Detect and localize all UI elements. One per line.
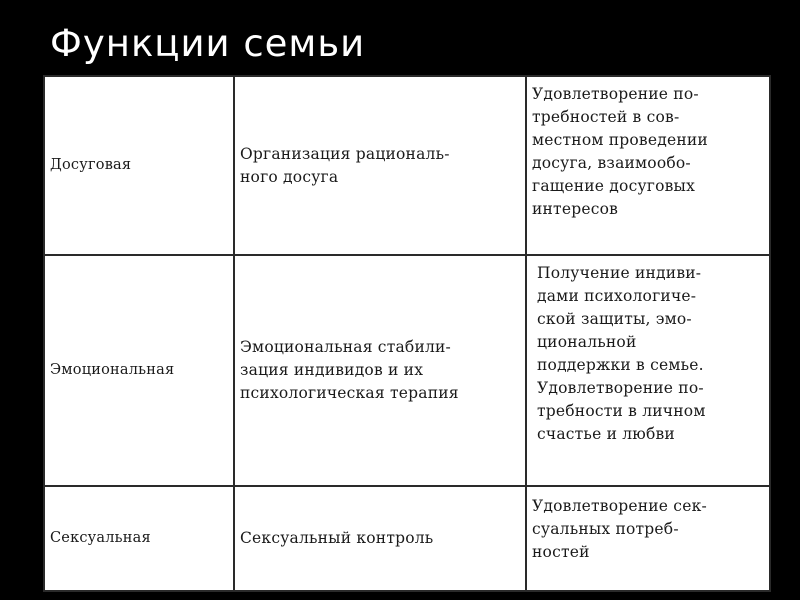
table: [43, 75, 771, 592]
slide-title: Функции семьи: [50, 22, 366, 65]
table-row: [44, 486, 770, 591]
table-row: [44, 255, 770, 486]
function-name-cell: Досуговая: [44, 76, 234, 255]
function-name-cell: Эмоциональная: [44, 255, 234, 486]
family-functions-table: [43, 75, 764, 575]
social-sphere-cell: Сексуальный контроль: [234, 486, 526, 591]
social-sphere-cell: Организация рациональ- ного досуга: [234, 76, 526, 255]
social-sphere-cell: Эмоциональная стабили- зация индивидов и их психологическая терапия: [234, 255, 526, 486]
individual-needs-cell: Удовлетворение сек- суальных потреб- ностей: [526, 486, 770, 591]
function-name-cell: Сексуальная: [44, 486, 234, 591]
individual-needs-cell: Удовлетворение по- требностей в сов- местном проведении досуга, взаимообо- гащение досуговых интересов: [526, 76, 770, 255]
individual-needs-cell: Получение индиви- дами психологиче- ской защиты, эмо- циональной поддержки в семье. Удовлетворение по- требности в личном счастье и любви: [526, 255, 770, 486]
table-row: [44, 76, 770, 255]
